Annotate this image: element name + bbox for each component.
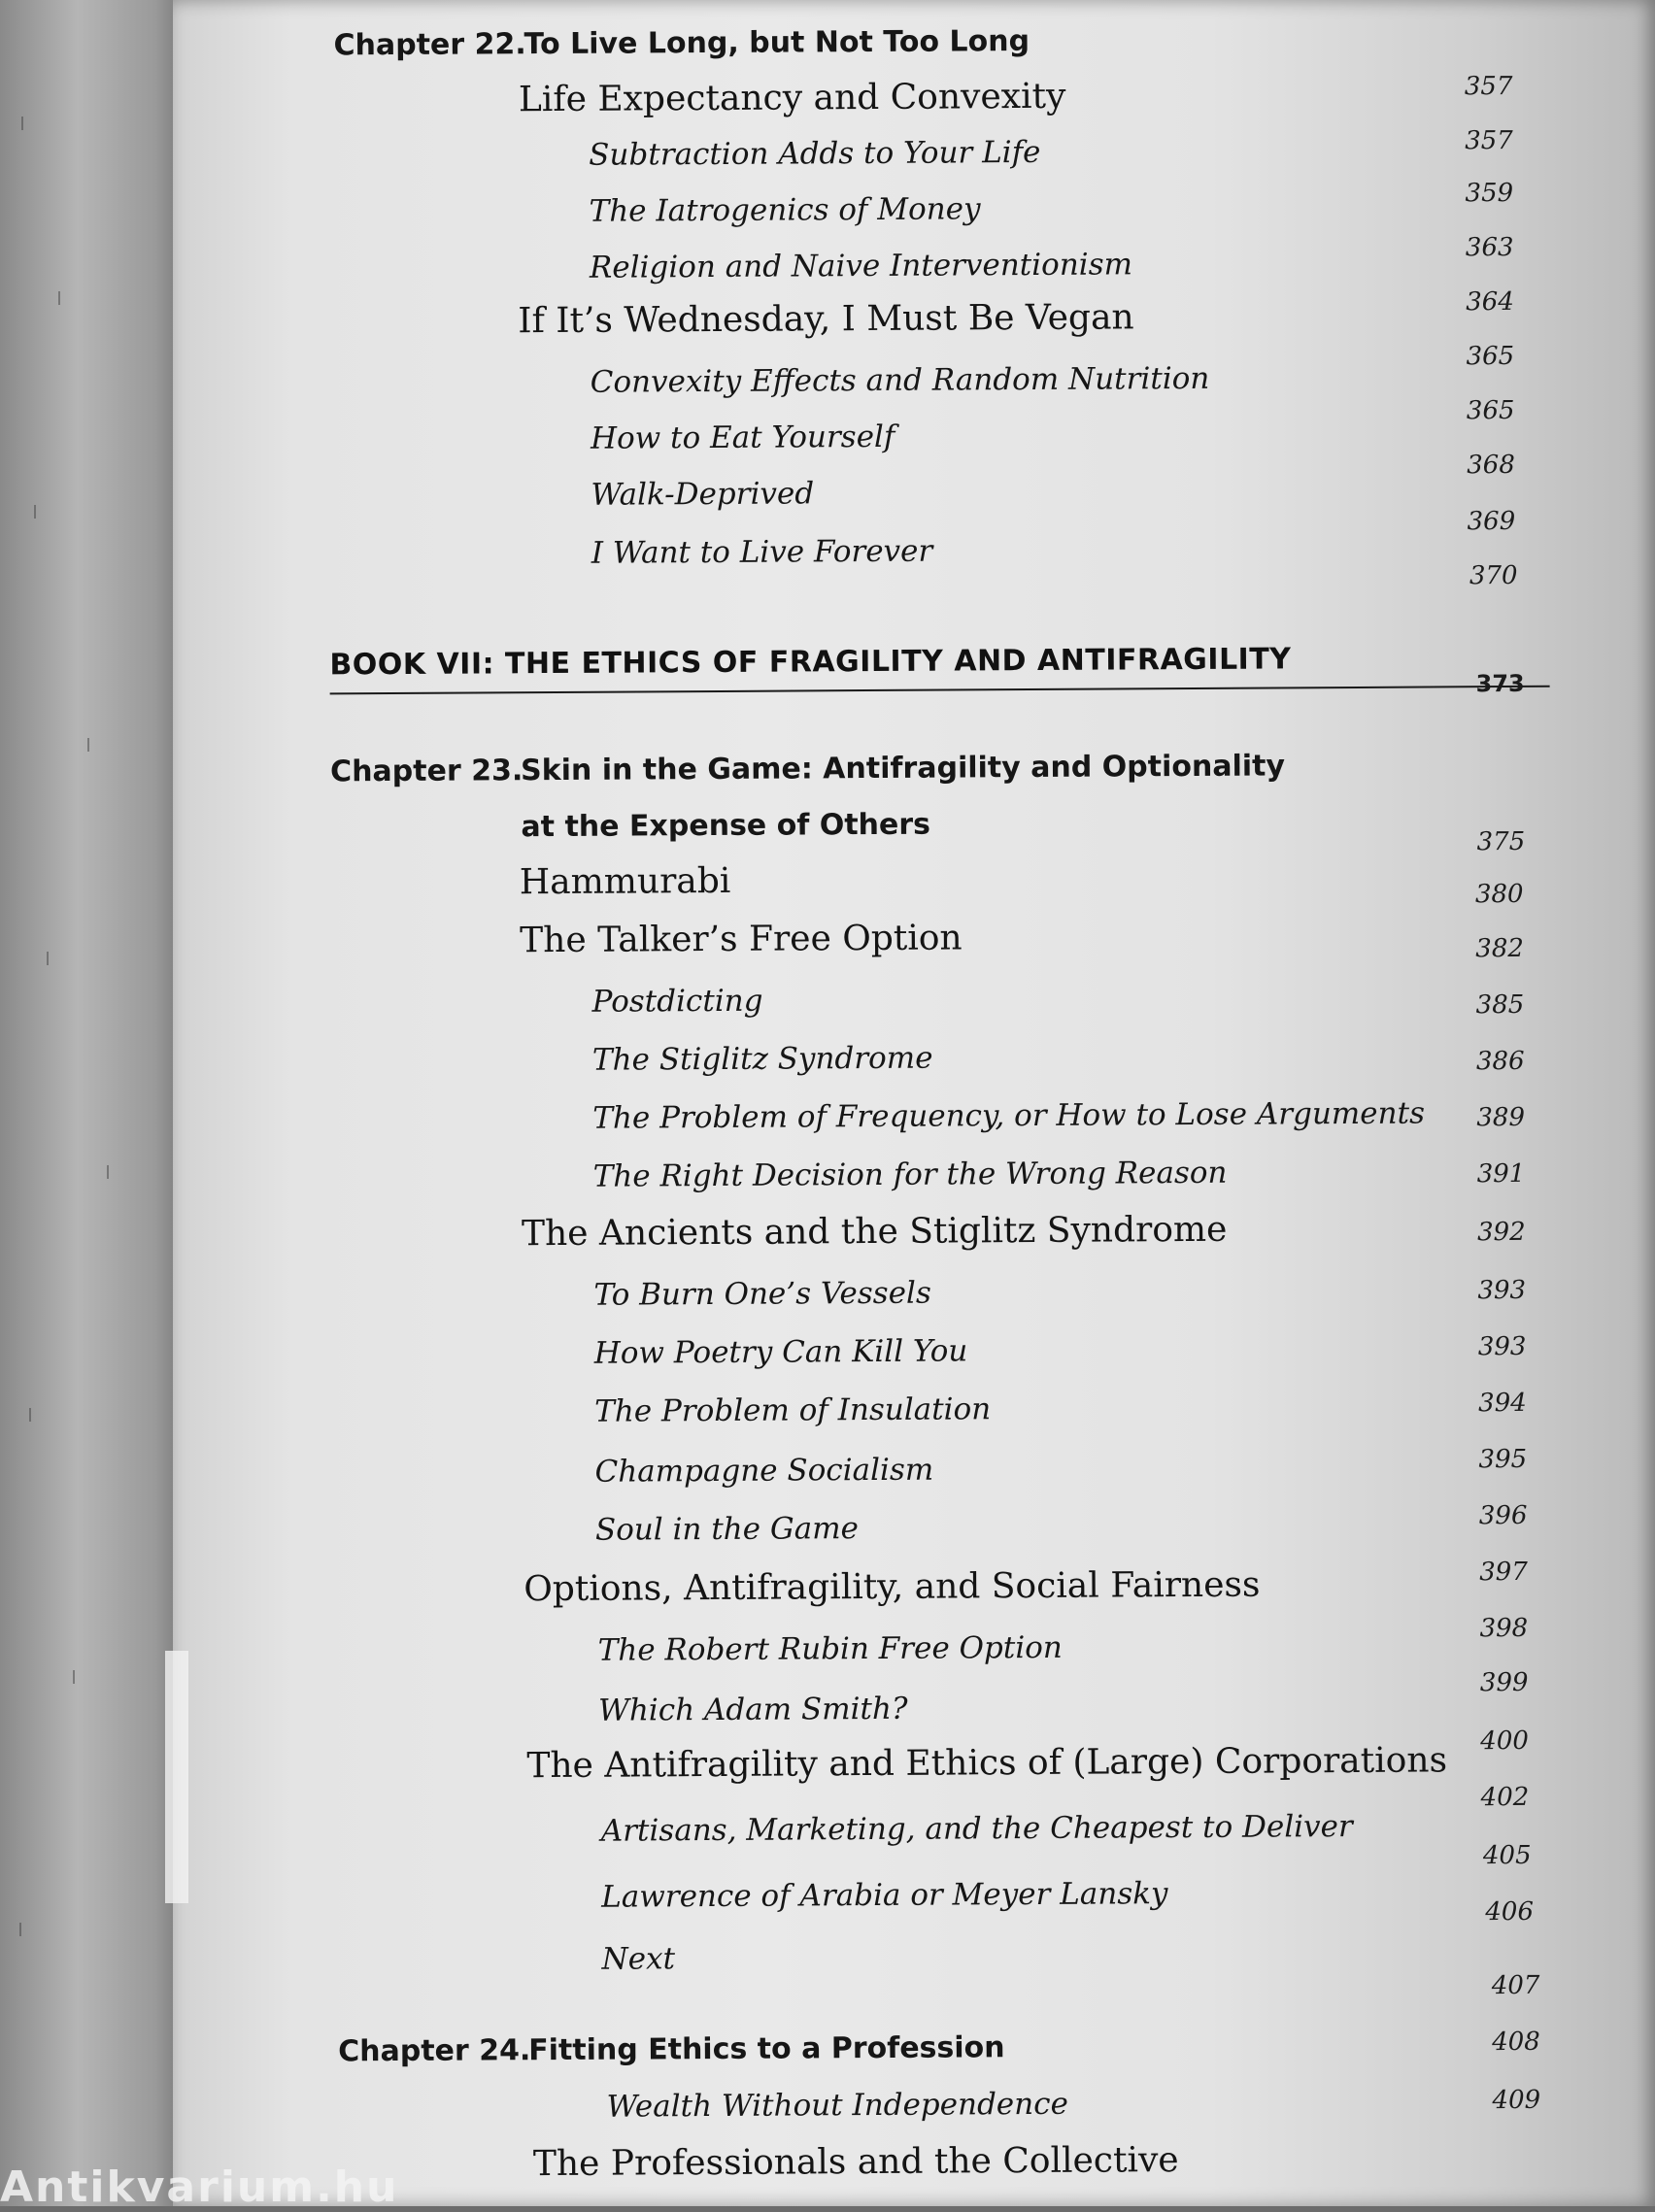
book-divider-rule bbox=[330, 686, 1550, 695]
toc-section-entry: Life Expectancy and Convexity bbox=[518, 76, 1066, 120]
chapter-label: Chapter 24. bbox=[338, 2033, 531, 2069]
toc-subsection-entry: Religion and Naive Interventionism bbox=[589, 247, 1133, 285]
chapter-label: Chapter 22. bbox=[333, 27, 526, 63]
toc-subsection-entry: The Problem of Frequency, or How to Lose Arguments bbox=[592, 1095, 1426, 1136]
page-number: 364 bbox=[1466, 286, 1514, 318]
toc-subsection-entry: Which Adam Smith? bbox=[597, 1691, 908, 1728]
chapter-title-continuation: at the Expense of Others bbox=[521, 807, 931, 845]
page-number: 386 bbox=[1475, 1046, 1525, 1077]
chapter-title: Fitting Ethics to a Profession bbox=[528, 2030, 1005, 2068]
toc-subsection-entry: The Problem of Insulation bbox=[594, 1391, 992, 1429]
page-number: 370 bbox=[1469, 560, 1518, 591]
page-number: 399 bbox=[1479, 1667, 1529, 1698]
chapter-title: Skin in the Game: Antifragility and Optionality bbox=[521, 749, 1286, 788]
page-number: 397 bbox=[1479, 1557, 1528, 1588]
page-number: 407 bbox=[1491, 1970, 1540, 2001]
page-number: 357 bbox=[1465, 125, 1513, 156]
watermark: Antikvarium.hu bbox=[0, 2162, 399, 2212]
page-number: 389 bbox=[1476, 1102, 1526, 1133]
page-number: 375 bbox=[1476, 826, 1526, 857]
toc-section-entry: The Ancients and the Stiglitz Syndrome bbox=[521, 1209, 1228, 1255]
page-number: 409 bbox=[1492, 2085, 1541, 2116]
toc-subsection-entry: Convexity Effects and Random Nutrition bbox=[590, 360, 1210, 400]
toc-subsection-entry: The Iatrogenics of Money bbox=[589, 191, 981, 229]
toc-subsection-entry: Postdicting bbox=[591, 983, 763, 1020]
chapter-22-heading bbox=[333, 24, 1030, 62]
page-number: 380 bbox=[1474, 879, 1524, 910]
toc-section-entry: If It’s Wednesday, I Must Be Vegan bbox=[518, 297, 1134, 342]
page-number: 359 bbox=[1465, 178, 1514, 209]
page-number: 395 bbox=[1478, 1444, 1528, 1475]
toc-section-entry: Hammurabi bbox=[519, 860, 731, 903]
page-number: 405 bbox=[1482, 1840, 1532, 1871]
toc-subsection-entry: The Right Decision for the Wrong Reason bbox=[592, 1155, 1228, 1194]
page-number: 391 bbox=[1476, 1158, 1526, 1190]
page-number: 365 bbox=[1466, 341, 1515, 372]
page-number: 396 bbox=[1478, 1500, 1528, 1531]
toc-subsection-entry: How Poetry Can Kill You bbox=[593, 1333, 968, 1371]
toc-subsection-entry: Wealth Without Independence bbox=[606, 2086, 1069, 2125]
page-number: 365 bbox=[1466, 395, 1515, 426]
toc-subsection-entry: Artisans, Marketing, and the Cheapest to Deliver bbox=[600, 1809, 1353, 1849]
toc-subsection-entry: The Robert Rubin Free Option bbox=[597, 1629, 1063, 1668]
page-number: 368 bbox=[1467, 450, 1515, 481]
toc-subsection-entry: Walk-Deprived bbox=[591, 476, 815, 513]
chapter-title: To Live Long, but Not Too Long bbox=[524, 24, 1030, 62]
toc-subsection-entry: How to Eat Yourself bbox=[590, 419, 895, 456]
page-number: 406 bbox=[1485, 1896, 1535, 1927]
toc-subsection-entry: The Stiglitz Syndrome bbox=[591, 1040, 933, 1078]
chapter-24-heading bbox=[338, 2030, 1005, 2068]
page-number: 408 bbox=[1492, 2027, 1540, 2058]
page-number: 392 bbox=[1476, 1217, 1526, 1248]
toc-section-entry: The Professionals and the Collective bbox=[532, 2140, 1179, 2185]
toc-subsection-entry: Next bbox=[601, 1941, 676, 1977]
page-number: 382 bbox=[1475, 933, 1524, 964]
toc-section-entry: Options, Antifragility, and Social Fairness bbox=[524, 1564, 1261, 1610]
page-number: 373 bbox=[1475, 669, 1525, 698]
page-number: 400 bbox=[1480, 1726, 1529, 1757]
chapter-label: Chapter 23. bbox=[330, 754, 524, 789]
toc-section-entry: The Talker’s Free Option bbox=[520, 918, 963, 961]
toc-subsection-entry: Lawrence of Arabia or Meyer Lansky bbox=[601, 1876, 1168, 1915]
toc-subsection-entry: Champagne Socialism bbox=[594, 1452, 934, 1490]
page-number: 394 bbox=[1478, 1388, 1527, 1419]
page-number: 393 bbox=[1477, 1331, 1527, 1362]
toc-subsection-entry: Subtraction Adds to Your Life bbox=[589, 134, 1041, 173]
page-number: 393 bbox=[1477, 1275, 1527, 1306]
toc-subsection-entry: To Burn One’s Vessels bbox=[593, 1275, 931, 1313]
page-number: 357 bbox=[1464, 71, 1513, 102]
page-number: 398 bbox=[1479, 1613, 1529, 1644]
chapter-23-heading bbox=[330, 749, 1285, 788]
toc-subsection-entry: Soul in the Game bbox=[594, 1511, 859, 1548]
toc-section-entry: The Antifragility and Ethics of (Large) Corporations bbox=[526, 1740, 1448, 1787]
page-number: 402 bbox=[1480, 1782, 1530, 1813]
page-number: 385 bbox=[1475, 989, 1525, 1021]
book-7-heading: BOOK VII: THE ETHICS OF FRAGILITY AND ANTIFRAGILITY bbox=[329, 642, 1292, 683]
toc-subsection-entry: I Want to Live Forever bbox=[591, 533, 933, 571]
page-number: 363 bbox=[1465, 232, 1514, 263]
page-number: 369 bbox=[1467, 506, 1516, 537]
